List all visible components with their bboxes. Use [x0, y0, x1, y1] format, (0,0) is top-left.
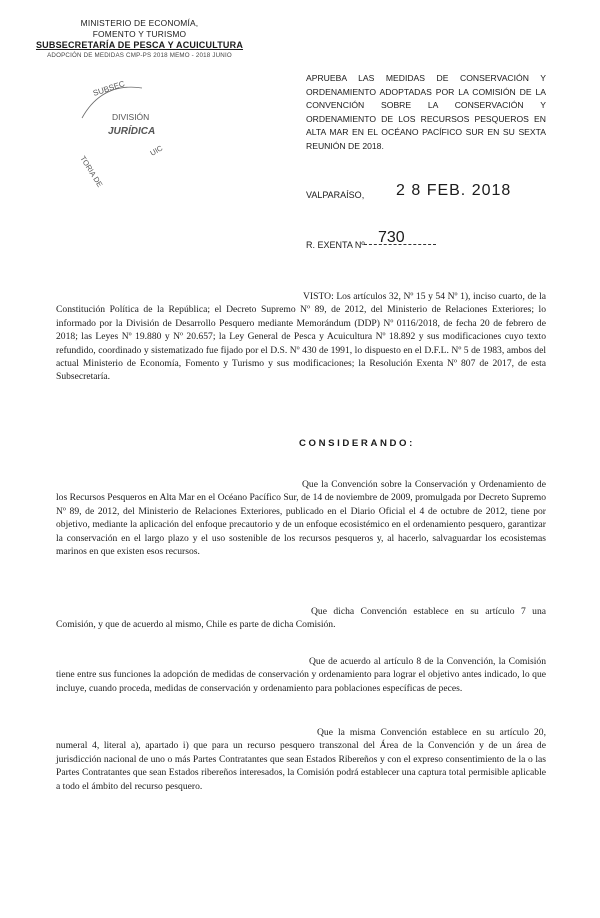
visto-label: VISTO:: [303, 291, 334, 302]
place-label: VALPARAÍSO,: [306, 190, 365, 200]
resolution-number: 730: [378, 229, 405, 246]
considerando-heading: CONSIDERANDO:: [299, 438, 415, 449]
stamp-center-text-2: JURÍDICA: [108, 126, 156, 137]
considerando-paragraph-2: Que dicha Convención establece en su artículo 7 una Comisión, y que de acuerdo al mismo, Chile es parte de dicha Comisión.: [56, 606, 546, 631]
ministry-line-1: MINISTERIO DE ECONOMÍA,: [80, 18, 199, 28]
stamp-center-text-1: DIVISIÓN: [112, 112, 150, 122]
document-reference: ADOPCIÓN DE MEDIDAS CMP-PS 2018 MEMO - 2018 JUNIO: [47, 52, 232, 59]
subsecretaria-name: SUBSECRETARÍA DE PESCA Y ACUICULTURA: [35, 40, 244, 50]
division-juridica-stamp: [72, 78, 182, 189]
ministry-line-2: FOMENTO Y TURISMO: [92, 29, 187, 39]
visto-paragraph: [56, 290, 546, 384]
visto-text: Los artículos 32, Nº 15 y 54 Nº 1), inciso cuarto, de la Constitución Política de la República; el Decreto Supremo Nº 89, de 2012, del Ministerio de Relaciones Exteriores; lo informado por la División de Desarrollo Pesquero mediante Memorándum (DDP) Nº 0116/2018, de fecha 20 de febrero de 2018; las Leyes Nº 19.880 y Nº 20.657; la Ley General de Pesca y Acuicultura Nº 18.892 y sus modificaciones cuyo texto refundido, coordinado y sistematizado fue fijado por el D.S. Nº 430 de 1991, lo dispuesto en el D.F.L. Nº 5 de 1983, ambos del actual Ministerio de Economía, Fomento y Turismo y sus modificaciones; la Resolución Exenta Nº 807 de 2017, de esta Subsecretaría.: [56, 291, 546, 383]
date-stamp: 2 8 FEB. 2018: [396, 182, 512, 199]
resolution-label: R. EXENTA Nº: [306, 240, 365, 250]
considerando-paragraph-1: Que la Convención sobre la Conservación y Ordenamiento de los Recursos Pesqueros en Alta Mar en el Océano Pacífico Sur, de 14 de noviembre de 2009, promulgada por Decreto Supremo Nº 89, de 2012, del Ministerio de Relaciones Exteriores, publicado en el Diario Oficial el 4 de octubre de 2012, tiene por objetivo, mediante la aplicación del enfoque precautorio y de un enfoque ecosistémico en el ordenamiento pesquero, garantizar la conservación en el largo plazo y el uso sostenible de los recursos pesqueros y, al hacerlo, salvaguardar los ecosistemas marinos en que existen esos recursos.: [56, 479, 546, 558]
resolution-summary: APRUEBA LAS MEDIDAS DE CONSERVACIÓN Y ORDENAMIENTO ADOPTADAS POR LA COMISIÓN DE LA CONVENCIÓN SOBRE LA CONSERVACIÓN Y ORDENAMIENTO DE LOS RECURSOS PESQUEROS EN ALTA MAR EN EL OCÉANO PACÍFICO SUR EN SU SEXTA REUNIÓN DE 2018.: [306, 73, 546, 151]
resolution-underline: [364, 244, 436, 245]
stamp-top-text: SUBSEC: [91, 79, 126, 98]
stamp-side-text: TORIA DE: [78, 154, 105, 189]
letterhead: [32, 18, 247, 60]
considerando-paragraph-4: Que la misma Convención establece en su artículo 20, numeral 4, literal a), apartado i) que para un recurso pesquero transzonal del Área de la Convención y de un área de jurisdicción nacional de uno o más Partes Contratantes que sean Estados Ribereños y con el expreso consentimiento de la o las Partes Contratantes que sean Estados ribereños interesados, la Comisión podrá establecer una captura total permisible aplicable a todo el ámbito del recurso pesquero.: [56, 727, 546, 792]
stamp-side-text-right: UIC: [148, 143, 165, 158]
considerando-paragraph-3: Que de acuerdo al artículo 8 de la Convención, la Comisión tiene entre sus funciones la adopción de medidas de conservación y ordenamiento para lograr el objetivo antes indicado, lo que incluye, cuando proceda, medidas de conservación y ordenamiento para poblaciones específicas de peces.: [56, 656, 546, 694]
